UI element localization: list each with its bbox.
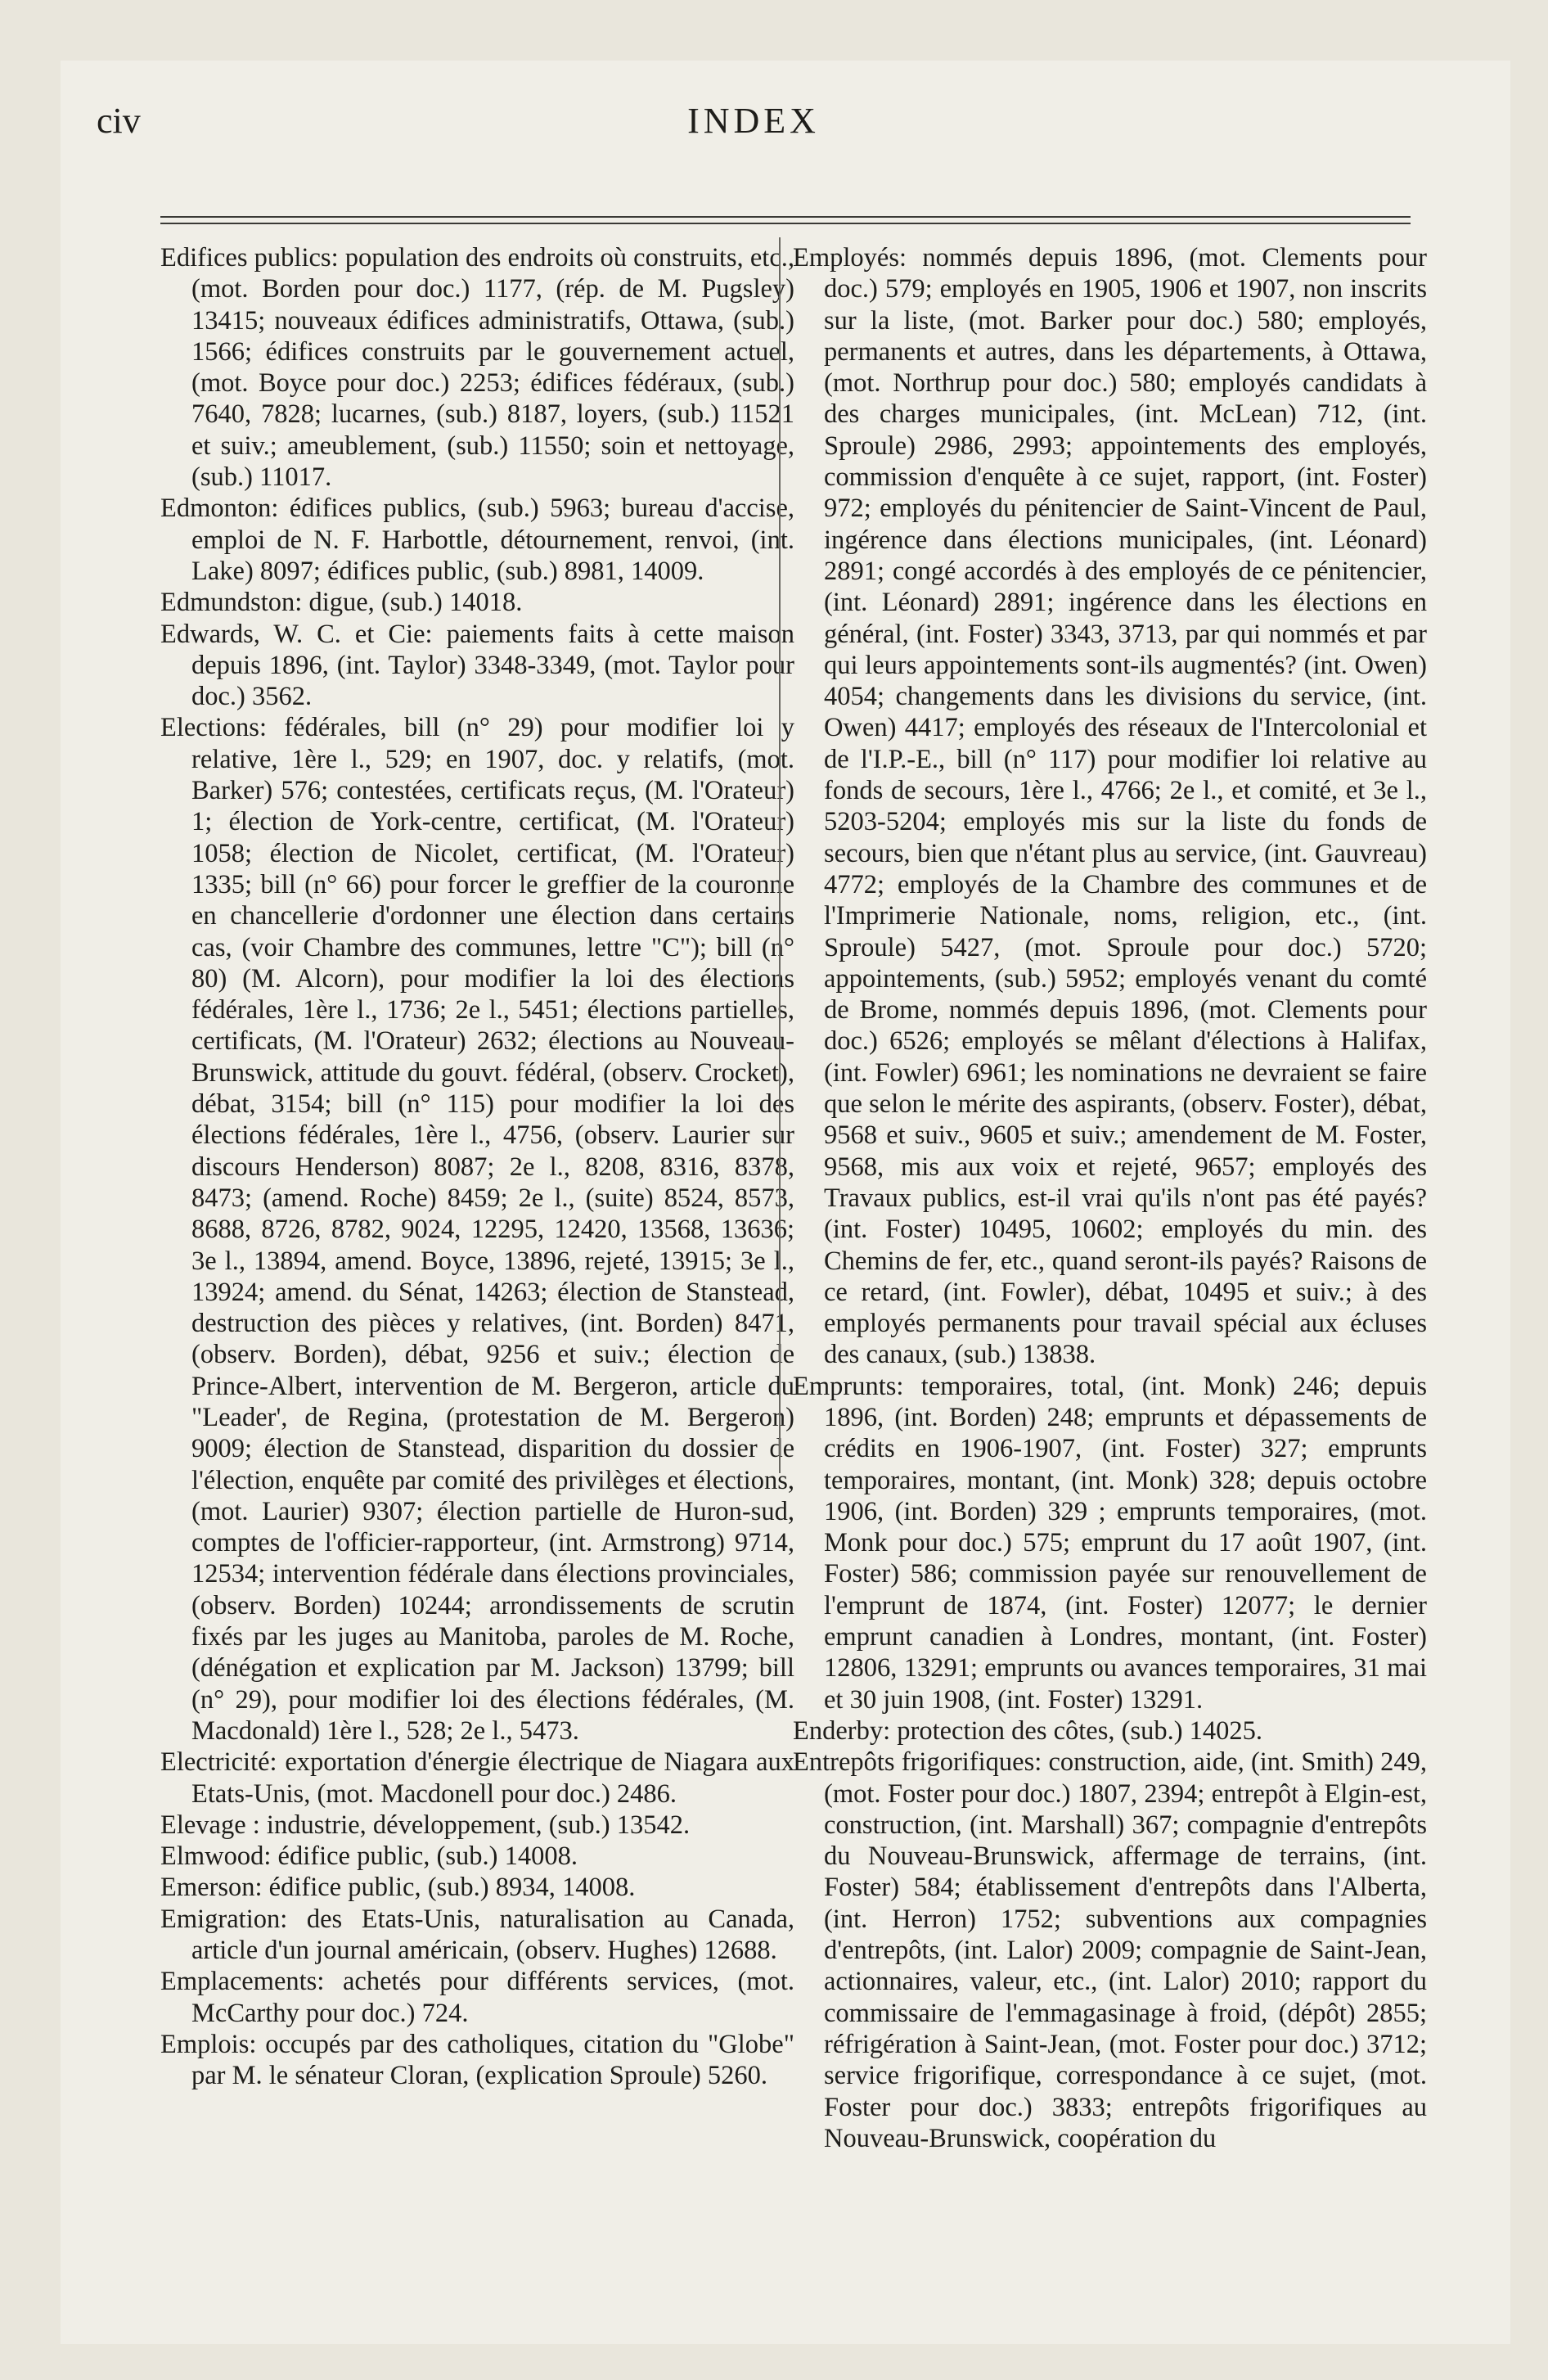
- index-entry: Edwards, W. C. et Cie: paiements faits à cette maison depuis 1896, (int. Taylor) 3348-3349, (mot. Taylor pour doc.) 3562.: [160, 619, 794, 712]
- index-entry: Entrepôts frigorifiques: construction, aide, (int. Smith) 249, (mot. Foster pour doc.) 1807, 2394; entrepôt à Elgin-est, construction, (int. Marshall) 367; compagnie d'entrepôts du Nouveau-Brunswick, affermage de terrains, (int. Foster) 584; établissement d'entrepôts dans l'Alberta, (int. Herron) 1752; subventions aux compagnies d'entrepôts, (int. Lalor) 2009; compagnie de Saint-Jean, actionnaires, valeur, etc., (int. Lalor) 2010; rapport du commissaire de l'emmagasinage à froid, (dépôt) 2855; réfrigération à Saint-Jean, (mot. Foster pour doc.) 3712; service frigorifique, correspondance à ce sujet, (mot. Foster pour doc.) 3833; entrepôts frigorifiques au Nouveau-Brunswick, coopération du: [793, 1747, 1427, 2153]
- right-column: [793, 242, 1427, 2154]
- index-entry: Emigration: des Etats-Unis, naturalisation au Canada, article d'un journal américain, (observ. Hughes) 12688.: [160, 1904, 794, 1966]
- index-entry: Edmonton: édifices publics, (sub.) 5963; bureau d'accise, emploi de N. F. Harbottle, détournement, renvoi, (int. Lake) 8097; édifices public, (sub.) 8981, 14009.: [160, 494, 794, 586]
- index-entry: Emprunts: temporaires, total, (int. Monk) 246; depuis 1896, (int. Borden) 248; emprunts et dépassements de crédits en 1906-1907, (int. Foster) 327; emprunts temporaires, montant, (int. Monk) 328; depuis octobre 1906, (int. Borden) 329 ; emprunts temporaires, (mot. Monk pour doc.) 575; emprunt du 17 août 1907, (int. Foster) 586; commission payée sur renouvellement de l'emprunt de 1874, (int. Foster) 12077; le dernier emprunt canadien à Londres, montant, (int. Foster) 12806, 13291; emprunts ou avances temporaires, 31 mai et 30 juin 1908, (int. Foster) 13291.: [793, 1371, 1427, 1715]
- running-title: INDEX: [687, 101, 820, 141]
- index-entry: Elevage : industrie, développement, (sub.) 13542.: [160, 1810, 691, 1840]
- page-header: [97, 97, 1411, 146]
- header-rule-top: [160, 216, 1411, 218]
- index-entry: Enderby: protection des côtes, (sub.) 14025.: [793, 1715, 1263, 1746]
- index-entry: Edmundston: digue, (sub.) 14018.: [160, 588, 523, 618]
- page-number: civ: [97, 101, 141, 141]
- index-entry: Elmwood: édifice public, (sub.) 14008.: [160, 1841, 578, 1872]
- index-entry: Edifices publics: population des endroits où construits, etc., (mot. Borden pour doc.) 1177, (rép. de M. Pugsley) 13415; nouveaux édifices administratifs, Ottawa, (sub.) 1566; édifices construits par le gouvernement actuel, (mot. Boyce pour doc.) 2253; édifices fédéraux, (sub.) 7640, 7828; lucarnes, (sub.) 8187, loyers, (sub.) 11521 et suiv.; ameublement, (sub.) 11550; soin et nettoyage, (sub.) 11017.: [160, 243, 794, 493]
- column-divider: [779, 237, 781, 1473]
- index-entry: Emplois: occupés par des catholiques, citation du "Globe" par M. le sénateur Cloran, (explication Sproule) 5260.: [160, 2029, 794, 2091]
- left-column: [160, 242, 794, 2092]
- index-entry: Electricité: exportation d'énergie électrique de Niagara aux Etats-Unis, (mot. Macdonell pour doc.) 2486.: [160, 1747, 794, 1809]
- header-rule-bottom: [160, 223, 1411, 224]
- index-entry: Emplacements: achetés pour différents services, (mot. McCarthy pour doc.) 724.: [160, 1967, 794, 2028]
- index-entry: Elections: fédérales, bill (n° 29) pour modifier loi y relative, 1ère l., 529; en 1907, doc. y relatifs, (mot. Barker) 576; contestées, certificats reçus, (M. l'Orateur) 1; élection de York-centre, certificat, (M. l'Orateur) 1058; élection de Nicolet, certificat, (M. l'Orateur) 1335; bill (n° 66) pour forcer le greffier de la couronne en chancellerie d'ordonner une élection dans certains cas, (voir Chambre des communes, lettre "C"); bill (n° 80) (M. Alcorn), pour modifier la loi des élections fédérales, 1ère l., 1736; 2e l., 5451; élections partielles, certificats, (M. l'Orateur) 2632; élections au Nouveau-Brunswick, attitude du gouvt. fédéral, (observ. Crocket), débat, 3154; bill (n° 115) pour modifier la loi des élections fédérales, 1ère l., 4756, (observ. Laurier sur discours Henderson) 8087; 2e l., 8208, 8316, 8378, 8473; (amend. Roche) 8459; 2e l., (suite) 8524, 8573, 8688, 8726, 8782, 9024, 12295, 12420, 13568, 13636; 3e l., 13894, amend. Boyce, 13896, rejeté, 13915; 3e l., 13924; amend. du Sénat, 14263; élection de Stanstead, destruction des pièces y relatives, (int. Borden) 8471, (observ. Borden), débat, 9256 et suiv.; élection de Prince-Albert, intervention de M. Bergeron, article du "Leader', de Regina, (protestation de M. Bergeron) 9009; élection de Stanstead, disparition du dossier de l'élection, enquête par comité des privilèges et élections, (mot. Laurier) 9307; élection partielle de Huron-sud, comptes de l'officier-rapporteur, (int. Armstrong) 9714, 12534; intervention fédérale dans élections provinciales, (observ. Borden) 10244; arrondissements de scrutin fixés par les juges au Manitoba, paroles de M. Roche, (dénégation et explication par M. Jackson) 13799; bill (n° 29), pour modifier loi des élections fédérales, (M. Macdonald) 1ère l., 528; 2e l., 5473.: [160, 713, 794, 1746]
- index-entry: Emerson: édifice public, (sub.) 8934, 14008.: [160, 1873, 636, 1903]
- index-entry: Employés: nommés depuis 1896, (mot. Clements pour doc.) 579; employés en 1905, 1906 et 1907, non inscrits sur la liste, (mot. Barker pour doc.) 580; employés, permanents et autres, dans les départements, à Ottawa, (mot. Northrup pour doc.) 580; employés candidats à des charges municipales, (int. McLean) 712, (int. Sproule) 2986, 2993; appointements des employés, commission d'enquête à ce sujet, rapport, (int. Foster) 972; employés du pénitencier de Saint-Vincent de Paul, ingérence dans élections municipales, (int. Léonard) 2891; congé accordés à des employés de ce pénitencier, (int. Léonard) 2891; ingérence dans les élections en général, (int. Foster) 3343, 3713, par qui nommés et par qui leurs appointements sont-ils augmentés? (int. Owen) 4054; changements dans les divisions du service, (int. Owen) 4417; employés des réseaux de l'Intercolonial et de l'I.P.-E., bill (n° 117) pour modifier loi relative au fonds de secours, 1ère l., 4766; 2e l., et comité, et 3e l., 5203-5204; employés mis sur la liste du fonds de secours, bien que n'étant plus au service, (int. Gauvreau) 4772; employés de la Chambre des communes et de l'Imprimerie Nationale, noms, religion, etc., (int. Sproule) 5427, (mot. Sproule pour doc.) 5720; appointements, (sub.) 5952; employés venant du comté de Brome, nommés depuis 1896, (mot. Clements pour doc.) 6526; employés se mêlant d'élections à Halifax, (int. Fowler) 6961; les nominations ne devraient se faire que selon le mérite des aspirants, (observ. Foster), débat, 9568 et suiv., 9605 et suiv.; amendement de M. Foster, 9568, mis aux voix et rejeté, 9657; employés des Travaux publics, est-il vrai qu'ils n'ont pas été payés? (int. Foster) 10495, 10602; employés du min. des Chemins de fer, etc., quand seront-ils payés? Raisons de ce retard, (int. Fowler), débat, 10495 et suiv.; à des employés permanents pour travail spécial aux écluses des canaux, (sub.) 13838.: [793, 243, 1427, 1370]
